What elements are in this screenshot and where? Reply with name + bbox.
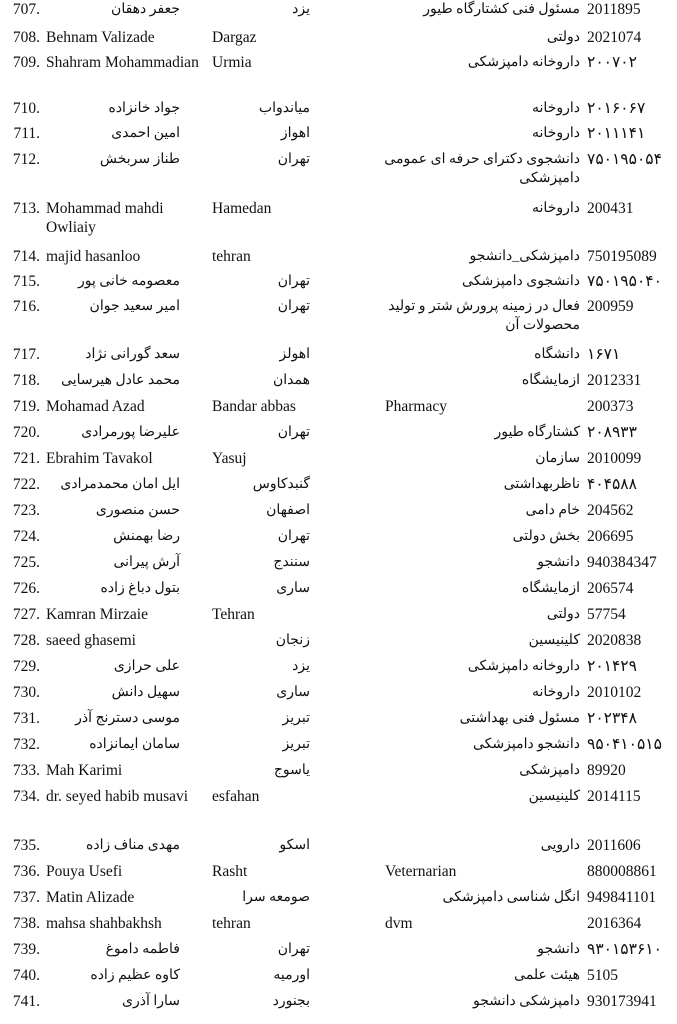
row-number: 736.	[12, 863, 40, 880]
city: Hamedan	[212, 200, 272, 217]
person-name: Behnam Valizade	[46, 29, 155, 46]
city: تهران	[277, 942, 310, 957]
person-name: Kamran Mirzaie	[46, 606, 148, 623]
city: ساری	[276, 685, 310, 700]
member-code: ۲۰۰۷۰۲	[587, 54, 637, 71]
member-code: ۷۵۰۱۹۵۰۵۴	[587, 151, 662, 168]
occupation: دامپزشکی	[519, 763, 580, 778]
member-code: ۹۳۰۱۵۳۶۱۰	[587, 941, 662, 958]
city: Tehran	[212, 606, 255, 623]
person-name: امین احمدی	[111, 126, 180, 141]
row-number: 741.	[12, 993, 40, 1010]
occupation: دانشجوی دامپزشکی	[462, 274, 580, 289]
person-name: dr. seyed habib musavi	[46, 788, 189, 805]
row-number: 725.	[12, 554, 40, 571]
row-number: 737.	[12, 889, 40, 906]
member-code: 200431	[587, 200, 634, 217]
row-number: 726.	[12, 580, 40, 597]
member-code: 89920	[587, 762, 626, 779]
person-name: موسی دسترنج آذر	[75, 711, 180, 726]
person-name: سارا آذری	[122, 994, 180, 1009]
occupation: dvm	[385, 915, 413, 932]
person-name: Ebrahim Tavakol	[46, 450, 153, 467]
city: اهواز	[280, 126, 310, 141]
occupation: فعال در زمینه پرورش شتر و تولید محصولات آن	[388, 299, 580, 333]
occupation: کلینیسین	[528, 633, 580, 648]
person-name: مهدی مناف زاده	[86, 838, 180, 853]
member-code: 2020838	[587, 632, 642, 649]
member-code: 206574	[587, 580, 634, 597]
member-code: 200373	[587, 398, 634, 415]
city: میاندواب	[258, 101, 310, 116]
city: یزد	[292, 2, 310, 17]
member-code: 940384347	[587, 554, 657, 571]
occupation: مسئول فنی کشتارگاه طیور	[423, 2, 580, 17]
city: صومعه سرا	[242, 890, 310, 905]
row-number: 716.	[12, 298, 40, 315]
city: Bandar abbas	[212, 398, 296, 415]
person-name: محمد عادل هیرسایی	[61, 373, 180, 388]
row-number: 738.	[12, 915, 40, 932]
city: اسکو	[279, 838, 310, 853]
city: تبریز	[282, 711, 310, 726]
occupation: دولتی	[546, 607, 580, 622]
city: سنندج	[273, 555, 310, 570]
row-number: 708.	[12, 29, 40, 46]
person-name: فاطمه داموغ	[105, 942, 180, 957]
row-number: 724.	[12, 528, 40, 545]
person-name: سعد گورانی نژاد	[85, 347, 180, 362]
occupation: دانشجو	[537, 555, 580, 570]
city: Rasht	[212, 863, 248, 880]
person-name: علیرضا پورمرادی	[81, 425, 180, 440]
row-number: 709.	[12, 54, 40, 71]
row-number: 730.	[12, 684, 40, 701]
member-code: 880008861	[587, 863, 657, 880]
occupation: داروخانه	[532, 685, 580, 700]
occupation: دامپزشکی دانشجو	[473, 994, 580, 1009]
occupation: خام دامی	[525, 503, 580, 518]
city: اصفهان	[266, 503, 310, 518]
row-number: 710.	[12, 100, 40, 117]
occupation: دانشگاه	[534, 347, 580, 362]
row-number: 733.	[12, 762, 40, 779]
member-code: 2014115	[587, 788, 641, 805]
row-number: 723.	[12, 502, 40, 519]
row-number: 712.	[12, 151, 40, 168]
member-code: ۲۰۱۶۰۶۷	[587, 100, 646, 117]
row-number: 720.	[12, 424, 40, 441]
person-name: رضا بهمنش	[113, 529, 180, 544]
person-name: حسن منصوری	[95, 503, 180, 518]
person-name: majid hasanloo	[46, 248, 141, 265]
occupation: ازمایشگاه	[521, 373, 580, 388]
occupation: انگل شناسی دامپزشکی	[442, 890, 580, 905]
city: اهولز	[279, 347, 310, 362]
city: Urmia	[212, 54, 252, 71]
city: تهران	[277, 274, 310, 289]
occupation: داروخانه	[532, 101, 580, 116]
member-code: ۱۶۷۱	[587, 346, 621, 363]
occupation: داروخانه دامپزشکی	[467, 659, 580, 674]
city: تبریز	[282, 737, 310, 752]
member-code: ۲۰۱۱۱۴۱	[587, 125, 646, 142]
member-code: ۷۵۰۱۹۵۰۴۰	[587, 273, 662, 290]
member-code: 57754	[587, 606, 626, 623]
row-number: 721.	[12, 450, 40, 467]
member-code: 2016364	[587, 915, 642, 932]
row-number: 732.	[12, 736, 40, 753]
occupation: مسئول فنی بهداشتی	[459, 711, 580, 726]
member-code: 204562	[587, 502, 634, 519]
city: تهران	[277, 152, 310, 167]
person-name: ایل امان محمدمرادی	[60, 477, 180, 492]
member-code: 200959	[587, 298, 634, 315]
person-name: طناز سربخش	[99, 152, 180, 167]
city: تهران	[277, 529, 310, 544]
person-name: کاوه عظیم زاده	[90, 968, 180, 983]
row-number: 713.	[12, 200, 40, 217]
person-name: Shahram Mohammadian	[46, 54, 199, 71]
occupation: Veternarian	[385, 863, 457, 880]
member-code: ۲۰۱۴۲۹	[587, 658, 637, 675]
occupation: ناظربهداشتی	[503, 477, 580, 492]
row-number: 717.	[12, 346, 40, 363]
row-number: 718.	[12, 372, 40, 389]
member-code: 5105	[587, 967, 618, 984]
city: tehran	[212, 248, 251, 265]
city: تهران	[277, 299, 310, 314]
occupation: هیئت علمی	[514, 968, 580, 983]
person-name: Mohammad mahdi Owliaiy	[46, 200, 164, 236]
member-code: 2012331	[587, 372, 642, 389]
row-number: 728.	[12, 632, 40, 649]
person-name: Mohamad Azad	[46, 398, 145, 415]
city: یزد	[292, 659, 310, 674]
city: Dargaz	[212, 29, 257, 46]
person-name: جواد خانزاده	[108, 101, 180, 116]
person-name: جعفر دهقان	[111, 2, 180, 17]
member-code: 2010102	[587, 684, 642, 701]
occupation: داروخانه	[532, 201, 580, 216]
row-number: 714.	[12, 248, 40, 265]
occupation: بخش دولتی	[512, 529, 580, 544]
person-name: Matin Alizade	[46, 889, 135, 906]
row-number: 734.	[12, 788, 40, 805]
city: تهران	[277, 425, 310, 440]
member-code: ۲۰۸۹۳۳	[587, 424, 637, 441]
row-number: 731.	[12, 710, 40, 727]
city: ساری	[276, 581, 310, 596]
member-code: ۹۵۰۴۱۰۵۱۵	[587, 736, 662, 753]
member-code: 949841101	[587, 889, 657, 906]
occupation: داروخانه	[532, 126, 580, 141]
member-code: 2011606	[587, 837, 641, 854]
city: esfahan	[212, 788, 260, 805]
member-code: 2011895	[587, 1, 641, 18]
row-number: 719.	[12, 398, 40, 415]
person-name: mahsa shahbakhsh	[46, 915, 162, 932]
occupation: دانشجوی دکترای حرفه ای عمومی دامپزشکی	[384, 152, 580, 186]
occupation: کشتارگاه طیور	[494, 425, 580, 440]
occupation: دارویی	[540, 838, 580, 853]
occupation: ازمایشگاه	[521, 581, 580, 596]
city: tehran	[212, 915, 251, 932]
row-number: 722.	[12, 476, 40, 493]
occupation: کلینیسین	[528, 789, 580, 804]
person-name: امیر سعید جوان	[89, 299, 180, 314]
city: Yasuj	[212, 450, 247, 467]
person-name: سامان ایمانزاده	[89, 737, 180, 752]
occupation: دامپزشکی_دانشجو	[469, 249, 580, 264]
row-number: 715.	[12, 273, 40, 290]
occupation: دانشجو دامپزشکی	[473, 737, 580, 752]
row-number: 740.	[12, 967, 40, 984]
member-code: ۲۰۲۳۴۸	[587, 710, 637, 727]
person-name: آرش پیرانی	[113, 555, 180, 570]
person-name: علی حرازی	[113, 659, 180, 674]
row-number: 727.	[12, 606, 40, 623]
row-number: 711.	[13, 125, 40, 142]
person-name: saeed ghasemi	[46, 632, 136, 649]
member-code: 930173941	[587, 993, 657, 1010]
person-name: معصومه خانی پور	[77, 274, 180, 289]
occupation: سازمان	[535, 451, 580, 466]
person-name: سهیل دانش	[111, 685, 180, 700]
row-number: 739.	[12, 941, 40, 958]
row-number: 707.	[12, 1, 40, 18]
city: گنبدکاوس	[252, 477, 310, 492]
occupation: دولتی	[546, 30, 580, 45]
member-code: 2021074	[587, 29, 642, 46]
city: بجنورد	[272, 994, 310, 1009]
city: یاسوج	[273, 763, 310, 778]
member-code: 2010099	[587, 450, 642, 467]
member-code: 750195089	[587, 248, 657, 265]
person-name: Mah Karimi	[46, 762, 123, 779]
person-name: بتول دباغ زاده	[100, 581, 180, 596]
occupation: دانشجو	[537, 942, 580, 957]
occupation: داروخانه دامپزشکی	[467, 55, 580, 70]
person-name: Pouya Usefi	[46, 863, 123, 880]
city: اورمیه	[273, 968, 310, 983]
member-code: ۴۰۴۵۸۸	[587, 476, 637, 493]
occupation: Pharmacy	[385, 398, 447, 415]
city: زنجان	[275, 633, 310, 648]
row-number: 729.	[12, 658, 40, 675]
member-code: 206695	[587, 528, 634, 545]
row-number: 735.	[12, 837, 40, 854]
city: همدان	[273, 373, 310, 388]
